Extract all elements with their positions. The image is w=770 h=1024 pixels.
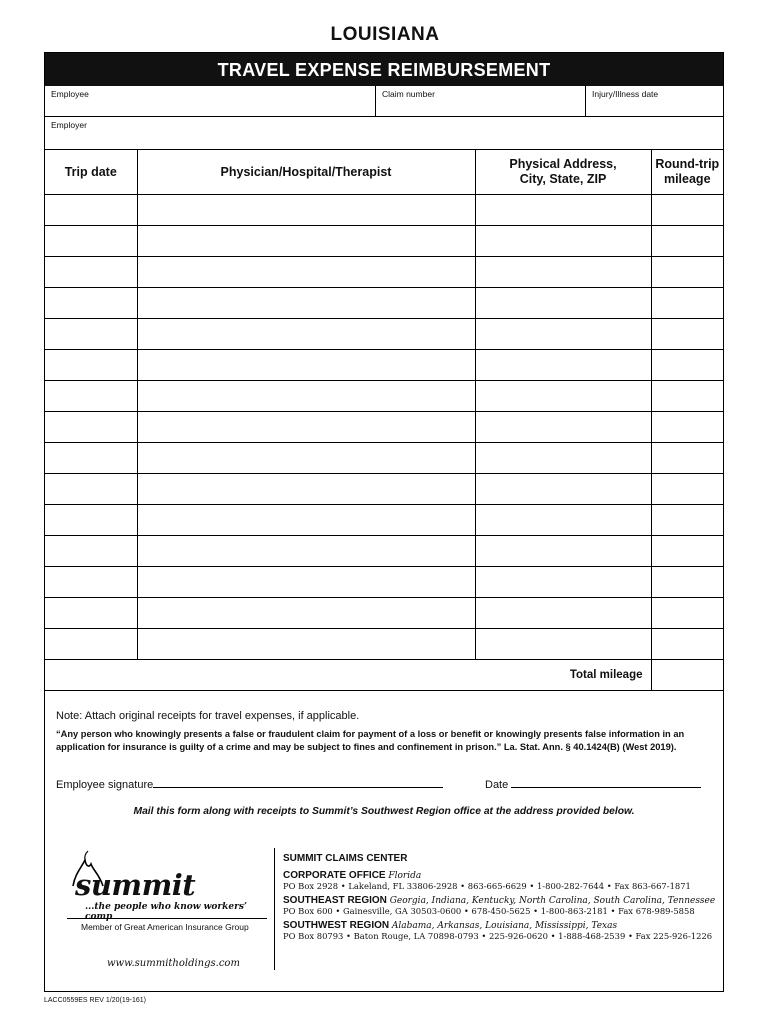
col-mileage-label: Round-trip mileage (655, 157, 720, 186)
table-row (45, 350, 723, 381)
address-cell[interactable] (475, 443, 651, 474)
physician-cell[interactable] (137, 598, 475, 629)
southwest-region-states: Alabama, Arkansas, Louisiana, Mississippi, Texas (391, 921, 618, 931)
signature-line (56, 776, 443, 791)
address-cell[interactable] (475, 598, 651, 629)
address-cell[interactable] (475, 629, 651, 660)
mileage-cell[interactable] (651, 195, 723, 226)
employer-field[interactable] (45, 117, 723, 149)
trip-date-cell[interactable] (45, 505, 137, 536)
employer-label: Employer (51, 120, 87, 130)
address-cell[interactable] (475, 567, 651, 598)
trip-date-cell[interactable] (45, 381, 137, 412)
member-text: Member of Great American Insurance Group (81, 922, 249, 932)
physician-cell[interactable] (137, 412, 475, 443)
mileage-cell[interactable] (651, 319, 723, 350)
mileage-cell[interactable] (651, 536, 723, 567)
southeast-region-heading (283, 895, 723, 906)
physician-cell[interactable] (137, 536, 475, 567)
physician-cell[interactable] (137, 474, 475, 505)
form-title: TRAVEL EXPENSE REIMBURSEMENT (45, 53, 723, 86)
website-link[interactable]: www.summitholdings.com (107, 958, 240, 969)
table-row (45, 288, 723, 319)
injury-date-field[interactable] (585, 86, 723, 116)
physician-cell[interactable] (137, 567, 475, 598)
mileage-cell[interactable] (651, 288, 723, 319)
total-row (45, 660, 723, 691)
table-row (45, 195, 723, 226)
address-cell[interactable] (475, 505, 651, 536)
physician-cell[interactable] (137, 350, 475, 381)
corporate-office-name: CORPORATE OFFICE (283, 870, 386, 881)
col-mileage (651, 150, 723, 195)
table-row (45, 598, 723, 629)
fraud-warning: “Any person who knowingly presents a false or fraudulent claim for payment of a loss or benefit or knowingly presents false information in an application for insurance is guilty of a crime and may be subject to fines and confinement in prison.” La. Stat. Ann. § 40.1424(B) (West 2019). (56, 729, 685, 752)
trip-date-cell[interactable] (45, 598, 137, 629)
office-addresses (283, 853, 723, 945)
physician-cell[interactable] (137, 381, 475, 412)
col-physician: Physician/Hospital/Therapist (137, 150, 475, 195)
southeast-region-name: SOUTHEAST REGION (283, 895, 387, 906)
corporate-office-address: PO Box 2928 • Lakeland, FL 33806-2928 • 863-665-6629 • 1-800-282-7644 • Fax 863-667-1871 (283, 881, 691, 891)
trip-log-table (45, 150, 723, 691)
claim-number-label: Claim number (382, 89, 435, 99)
address-cell[interactable] (475, 257, 651, 288)
trip-date-cell[interactable] (45, 443, 137, 474)
claim-number-field[interactable] (375, 86, 585, 116)
physician-cell[interactable] (137, 195, 475, 226)
table-row (45, 257, 723, 288)
table-row (45, 412, 723, 443)
header-row-1 (45, 86, 723, 117)
mileage-cell[interactable] (651, 629, 723, 660)
summit-logo (63, 848, 273, 988)
address-cell[interactable] (475, 474, 651, 505)
address-cell[interactable] (475, 226, 651, 257)
trip-date-cell[interactable] (45, 350, 137, 381)
physician-cell[interactable] (137, 505, 475, 536)
injury-date-label: Injury/Illness date (592, 89, 659, 99)
physician-cell[interactable] (137, 319, 475, 350)
mileage-cell[interactable] (651, 381, 723, 412)
employee-label: Employee (51, 89, 89, 99)
table-row (45, 536, 723, 567)
trip-date-cell[interactable] (45, 536, 137, 567)
col-address-label: Physical Address, City, State, ZIP (509, 157, 617, 186)
address-cell[interactable] (475, 381, 651, 412)
address-cell[interactable] (475, 412, 651, 443)
total-mileage-label: Total mileage (45, 660, 651, 691)
mileage-cell[interactable] (651, 350, 723, 381)
trip-date-cell[interactable] (45, 567, 137, 598)
mileage-cell[interactable] (651, 226, 723, 257)
mileage-cell[interactable] (651, 257, 723, 288)
mileage-cell[interactable] (651, 567, 723, 598)
table-row (45, 443, 723, 474)
table-row (45, 319, 723, 350)
trip-date-cell[interactable] (45, 226, 137, 257)
signature-field[interactable] (153, 776, 443, 788)
header-row-2 (45, 117, 723, 150)
state-title: LOUISIANA (330, 24, 440, 45)
address-cell[interactable] (475, 536, 651, 567)
logo-tagline: ...the people who know workers’ comp (85, 902, 248, 922)
mail-instructions: Mail this form along with receipts to Summit’s Southwest Region office at the address provided below. (133, 806, 635, 817)
table-row (45, 505, 723, 536)
date-field[interactable] (511, 776, 701, 788)
table-row (45, 474, 723, 505)
trip-date-cell[interactable] (45, 629, 137, 660)
trip-date-cell[interactable] (45, 195, 137, 226)
southeast-region-address: PO Box 600 • Gainesville, GA 30503-0600 • 678-450-5625 • 1-800-863-2181 • Fax 678-989-5858 (283, 906, 695, 916)
table-row (45, 567, 723, 598)
col-trip-date: Trip date (45, 150, 137, 195)
mileage-cell[interactable] (651, 412, 723, 443)
physician-cell[interactable] (137, 226, 475, 257)
physician-cell[interactable] (137, 257, 475, 288)
southwest-region-name: SOUTHWEST REGION (283, 920, 390, 931)
table-row (45, 381, 723, 412)
address-cell[interactable] (475, 350, 651, 381)
physician-cell[interactable] (137, 288, 475, 319)
mileage-cell[interactable] (651, 443, 723, 474)
date-label: Date (485, 779, 509, 791)
address-cell[interactable] (475, 195, 651, 226)
trip-date-cell[interactable] (45, 288, 137, 319)
trip-date-cell[interactable] (45, 412, 137, 443)
physician-cell[interactable] (137, 629, 475, 660)
physician-cell[interactable] (137, 443, 475, 474)
table-row (45, 226, 723, 257)
trip-date-cell[interactable] (45, 319, 137, 350)
southwest-region-address: PO Box 80793 • Baton Rouge, LA 70898-0793 • 225-926-0620 • 1-888-468-2539 • Fax 225-926-1226 (283, 931, 713, 941)
form-code: LACC0559ES REV 1/20(19-161) (44, 997, 146, 1004)
logo-wordmark: summit (75, 868, 196, 902)
total-mileage-cell[interactable] (651, 660, 723, 691)
corporate-office-heading (283, 870, 723, 881)
address-cell[interactable] (475, 288, 651, 319)
form-frame (44, 52, 724, 992)
southeast-region-states: Georgia, Indiana, Kentucky, North Carolina, South Carolina, Tennessee (389, 896, 716, 906)
mileage-cell[interactable] (651, 474, 723, 505)
claims-center-heading: SUMMIT CLAIMS CENTER (283, 853, 408, 864)
offices-divider (274, 848, 275, 970)
signature-label: Employee signature (56, 779, 154, 791)
trip-date-cell[interactable] (45, 474, 137, 505)
table-row (45, 629, 723, 660)
date-line (485, 776, 701, 791)
mileage-cell[interactable] (651, 598, 723, 629)
employee-field[interactable] (45, 86, 375, 116)
logo-divider (67, 918, 267, 919)
address-cell[interactable] (475, 319, 651, 350)
trip-date-cell[interactable] (45, 257, 137, 288)
corporate-office-states: Florida (388, 871, 422, 881)
receipt-note: Note: Attach original receipts for travel expenses, if applicable. (56, 710, 360, 722)
mileage-cell[interactable] (651, 505, 723, 536)
col-address (475, 150, 651, 195)
southwest-region-heading (283, 920, 723, 931)
